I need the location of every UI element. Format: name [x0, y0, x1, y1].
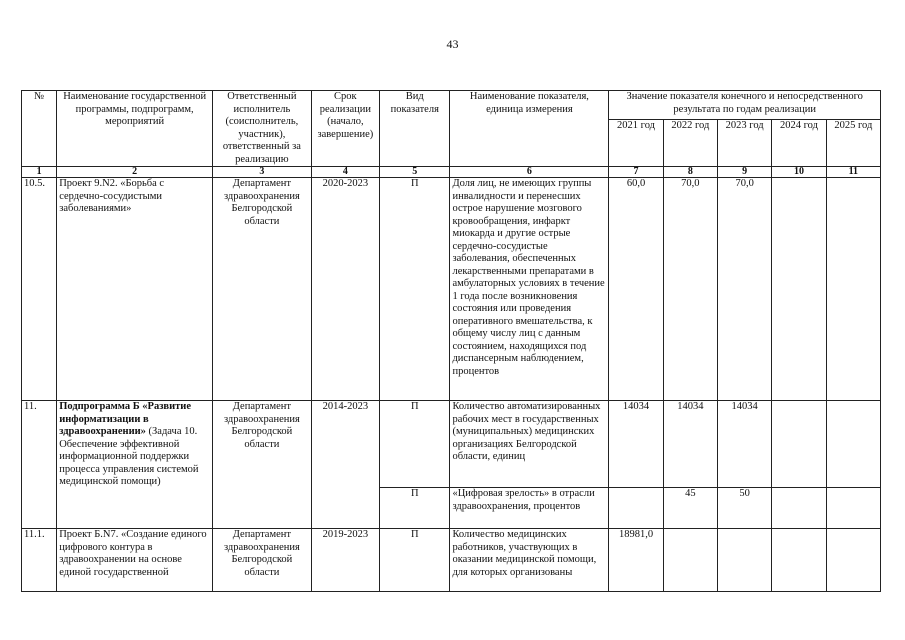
row-value-2021: 14034	[609, 401, 663, 488]
header-program-name: Наименование государственной программы, подпрограмм, мероприятий	[57, 91, 213, 167]
row-term: 2020-2023	[311, 178, 379, 401]
row-number: 11.	[22, 401, 57, 529]
header-values-group: Значение показателя конечного и непосредственного результата по годам реализации	[609, 91, 881, 120]
column-number: 2	[57, 167, 213, 178]
row-value-2022	[663, 529, 717, 592]
row-number: 11.1.	[22, 529, 57, 592]
table-row	[22, 401, 881, 488]
row-value-2022: 70,0	[663, 178, 717, 401]
row-term: 2019-2023	[311, 529, 379, 592]
page-number: 43	[446, 37, 459, 51]
row-value-2024	[772, 488, 826, 529]
row-indicator-type: П	[380, 529, 450, 592]
row-value-2025	[826, 488, 880, 529]
column-number: 5	[380, 167, 450, 178]
header-indicator-type: Вид показателя	[380, 91, 450, 167]
program-table	[21, 90, 881, 592]
column-number-row	[22, 167, 881, 178]
header-year-2025: 2025 год	[826, 119, 880, 167]
column-number: 11	[826, 167, 880, 178]
table-row	[22, 529, 881, 592]
row-value-2024	[772, 529, 826, 592]
header-year-2021: 2021 год	[609, 119, 663, 167]
column-number: 3	[213, 167, 312, 178]
table-row	[22, 178, 881, 401]
row-value-2022: 45	[663, 488, 717, 529]
column-number: 8	[663, 167, 717, 178]
subprogram-title: Подпрограмма Б «Развитие информатизации в здравоохранении»	[59, 401, 192, 437]
column-number: 6	[450, 167, 609, 178]
header-row-1	[22, 91, 881, 120]
row-responsible: Департамент здравоохранения Белгородской области	[213, 529, 312, 592]
row-value-2022: 14034	[663, 401, 717, 488]
row-indicator-type: П	[380, 401, 450, 488]
row-value-2023	[718, 529, 772, 592]
row-responsible: Департамент здравоохранения Белгородской области	[213, 178, 312, 401]
row-value-2025	[826, 178, 880, 401]
header-year-2023: 2023 год	[718, 119, 772, 167]
row-value-2021: 60,0	[609, 178, 663, 401]
row-indicator-name: Доля лиц, не имеющих группы инвалидности и перенесших острое нарушение мозгового кровообращения, инфаркт миокарда и другие острые сердечно-сосудистые заболевания, обеспеченных лекарственными препаратами в амбулаторных условиях в течение 1 года после возникновения состояния или проведения оперативного вмешательства, к общему числу лиц с данным состоянием, находящихся под диспансерным наблюдением, процентов	[450, 178, 609, 401]
row-indicator-name: Количество медицинских работников, участвующих в оказании медицинской помощи, для которых организованы	[450, 529, 609, 592]
header-indicator-name: Наименование показателя, единица измерения	[450, 91, 609, 167]
row-value-2024	[772, 178, 826, 401]
header-year-2024: 2024 год	[772, 119, 826, 167]
row-term: 2014-2023	[311, 401, 379, 529]
subprogram-task: (Задача 10. Обеспечение эффективной информационной поддержки процесса управления системой медицинской помощи)	[59, 426, 199, 487]
column-number: 1	[22, 167, 57, 178]
row-responsible: Департамент здравоохранения Белгородской области	[213, 401, 312, 529]
column-number: 9	[718, 167, 772, 178]
column-number: 10	[772, 167, 826, 178]
header-year-2022: 2022 год	[663, 119, 717, 167]
row-value-2025	[826, 529, 880, 592]
header-number: №	[22, 91, 57, 167]
row-program-name	[57, 401, 213, 529]
row-value-2023: 50	[718, 488, 772, 529]
row-indicator-name: «Цифровая зрелость» в отрасли здравоохранения, процентов	[450, 488, 609, 529]
header-term: Срок реализации (начало, завершение)	[311, 91, 379, 167]
row-program-name: Проект 9.N2. «Борьба с сердечно-сосудистыми заболеваниями»	[57, 178, 213, 401]
row-value-2023: 14034	[718, 401, 772, 488]
row-value-2021: 18981,0	[609, 529, 663, 592]
column-number: 7	[609, 167, 663, 178]
row-value-2025	[826, 401, 880, 488]
row-program-name: Проект Б.N7. «Создание единого цифрового контура в здравоохранении на основе единой государственной	[57, 529, 213, 592]
row-number: 10.5.	[22, 178, 57, 401]
row-indicator-type: П	[380, 488, 450, 529]
row-value-2023: 70,0	[718, 178, 772, 401]
row-indicator-name: Количество автоматизированных рабочих мест в государственных (муниципальных) медицинских организациях Белгородской области, единиц	[450, 401, 609, 488]
row-indicator-type: П	[380, 178, 450, 401]
row-value-2024	[772, 401, 826, 488]
row-value-2021	[609, 488, 663, 529]
header-responsible: Ответственный исполнитель (соисполнитель, участник), ответственный за реализацию	[213, 91, 312, 167]
column-number: 4	[311, 167, 379, 178]
